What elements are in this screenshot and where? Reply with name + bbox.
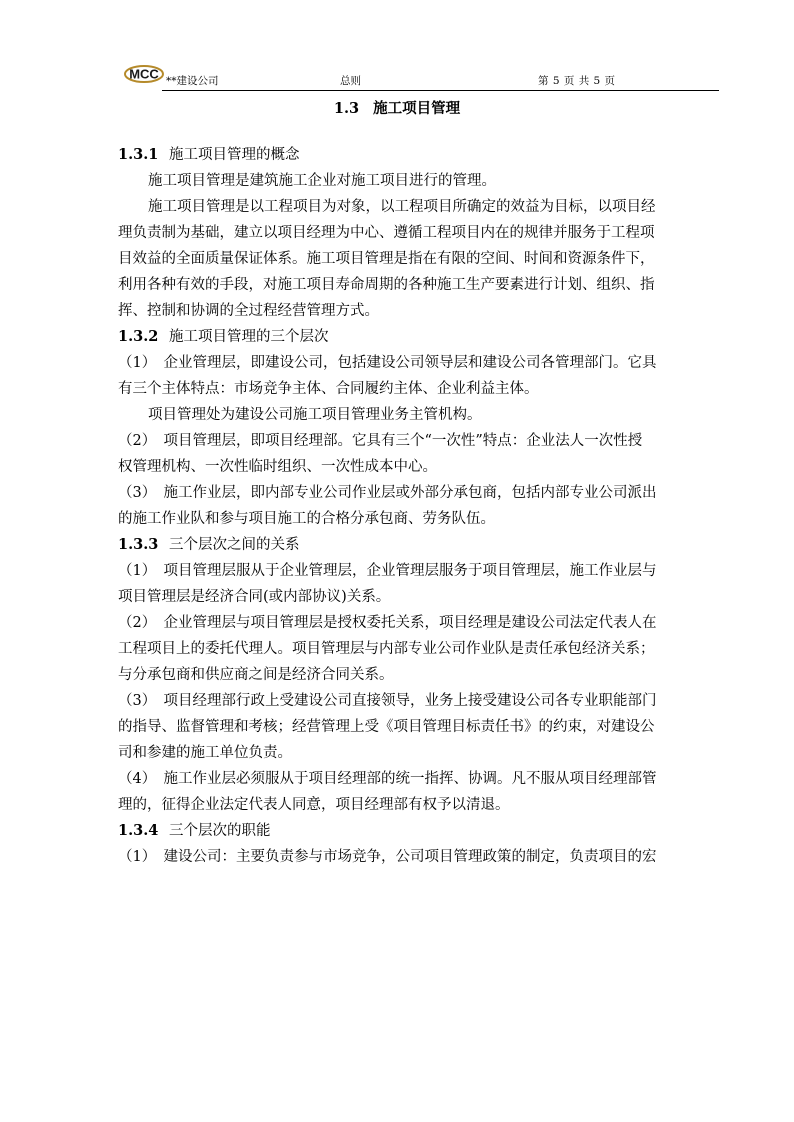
paragraph-line: 目效益的全面质量保证体系。施工项目管理是指在有限的空间、时间和资源条件下，	[118, 251, 655, 267]
subsection-heading	[118, 818, 714, 844]
paragraph-line: 挥、控制和协调的全过程经营管理方式。	[118, 303, 379, 319]
paragraph-line: （3） 施工作业层，即内部专业公司作业层或外部分承包商，包括内部专业公司派出	[118, 485, 657, 501]
paragraph-line: 工程项目上的委托代理人。项目管理层与内部专业公司作业队是责任承包经济关系；	[118, 641, 655, 657]
document-body	[118, 142, 714, 870]
paragraph-line: （1） 项目管理层服从于企业管理层，企业管理层服务于项目管理层，施工作业层与	[118, 563, 657, 579]
paragraph-line: 司和参建的施工单位负责。	[118, 745, 292, 761]
section-title	[0, 97, 794, 118]
paragraph-line: 利用各种有效的手段，对施工项目寿命周期的各种施工生产要素进行计划、组织、指	[118, 277, 655, 293]
subsection-title: 三个层次之间的关系	[169, 537, 300, 553]
section-name: 总则	[340, 75, 361, 87]
section-title-number: 1.3	[333, 100, 360, 117]
svg-text:MCC: MCC	[129, 66, 159, 82]
header-rule	[162, 90, 719, 91]
subsection-heading	[118, 142, 714, 168]
subsection-title: 三个层次的职能	[169, 823, 271, 839]
paragraph-line: 项目管理层是经济合同(或内部协议)关系。	[118, 589, 391, 605]
mcc-logo-icon	[122, 64, 166, 84]
paragraph-line: （4） 施工作业层必须服从于项目经理部的统一指挥、协调。凡不服从项目经理部管	[118, 771, 657, 787]
paragraph-line: 项目管理处为建设公司施工项目管理业务主管机构。	[148, 407, 482, 423]
subsection-number: 1.3.2	[118, 328, 159, 345]
page-header	[118, 56, 719, 90]
paragraph-line: （1） 企业管理层，即建设公司，包括建设公司领导层和建设公司各管理部门。它具	[118, 355, 657, 371]
paragraph-line: （2） 企业管理层与项目管理层是授权委托关系，项目经理是建设公司法定代表人在	[118, 615, 657, 631]
subsection-heading	[118, 324, 714, 350]
section-title-text: 施工项目管理	[373, 100, 461, 117]
paragraph-line: 有三个主体特点：市场竞争主体、合同履约主体、企业利益主体。	[118, 381, 539, 397]
paragraph-line: 权管理机构、一次性临时组织、一次性成本中心。	[118, 459, 437, 475]
paragraph-line: （2） 项目管理层，即项目经理部。它具有三个“一次性”特点：企业法人一次性授	[118, 433, 643, 449]
paragraph-line: 与分承包商和供应商之间是经济合同关系。	[118, 667, 394, 683]
company-name: **建设公司	[166, 75, 219, 87]
paragraph-line: 理的，征得企业法定代表人同意，项目经理部有权予以清退。	[118, 797, 510, 813]
subsection-number: 1.3.1	[118, 146, 159, 163]
subsection-number: 1.3.4	[118, 822, 159, 839]
paragraph-line: （1） 建设公司：主要负责参与市场竞争，公司项目管理政策的制定，负责项目的宏	[118, 849, 657, 865]
paragraph-line: 理负责制为基础，建立以项目经理为中心、遵循工程项目内在的规律并服务于工程项	[118, 225, 655, 241]
subsection-heading	[118, 532, 714, 558]
paragraph-line: 的施工作业队和参与项目施工的合格分承包商、劳务队伍。	[118, 511, 495, 527]
subsection-title: 施工项目管理的三个层次	[169, 329, 329, 345]
page-number: 第 5 页 共 5 页	[538, 75, 616, 87]
subsection-number: 1.3.3	[118, 536, 159, 553]
paragraph-line: 的指导、监督管理和考核；经营管理上受《项目管理目标责任书》的约束，对建设公	[118, 719, 655, 735]
paragraph-line: （3） 项目经理部行政上受建设公司直接领导，业务上接受建设公司各专业职能部门	[118, 693, 657, 709]
paragraph-line: 施工项目管理是以工程项目为对象，以工程项目所确定的效益为目标，以项目经	[148, 199, 656, 215]
subsection-title: 施工项目管理的概念	[169, 147, 300, 163]
paragraph-line: 施工项目管理是建筑施工企业对施工项目进行的管理。	[148, 173, 496, 189]
